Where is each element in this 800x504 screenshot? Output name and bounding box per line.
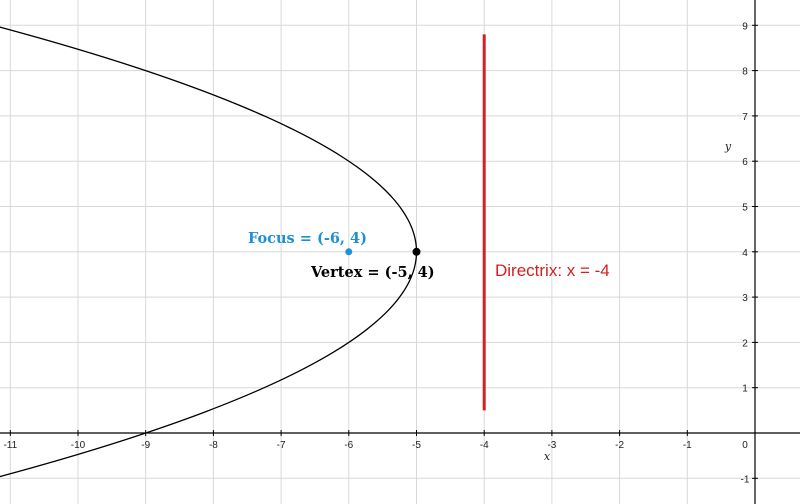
parabola-curve bbox=[0, 7, 417, 487]
x-tick-label: -9 bbox=[141, 440, 151, 451]
x-tick-label: -6 bbox=[344, 440, 354, 451]
y-tick-label: 4 bbox=[742, 247, 748, 259]
x-tick-label: 0 bbox=[742, 440, 748, 451]
x-tick-label: -1 bbox=[682, 440, 692, 451]
y-tick-label: 6 bbox=[742, 157, 748, 169]
y-tick-label: -1 bbox=[740, 474, 750, 486]
vertex-label: Vertex = (-5, 4) bbox=[311, 264, 435, 281]
x-tick-label: -2 bbox=[615, 440, 625, 451]
x-tick-label: -7 bbox=[276, 440, 286, 451]
x-tick-label: -11 bbox=[3, 440, 18, 451]
x-tick-label: -5 bbox=[412, 440, 421, 451]
y-axis-label: y bbox=[724, 140, 732, 153]
y-tick-label: 7 bbox=[742, 111, 748, 123]
directrix-label: Directrix: x = -4 bbox=[495, 261, 610, 280]
x-tick-label: -4 bbox=[479, 440, 489, 451]
y-tick-label: 2 bbox=[742, 338, 748, 350]
focus-point bbox=[345, 248, 352, 255]
x-tick-label: -3 bbox=[547, 440, 557, 451]
y-tick-label: 1 bbox=[742, 383, 748, 395]
y-tick-label: 9 bbox=[742, 21, 748, 33]
focus-label: Focus = (-6, 4) bbox=[248, 230, 367, 247]
x-tick-label: -10 bbox=[70, 440, 86, 451]
y-tick-label: 3 bbox=[742, 293, 748, 305]
vertex-point bbox=[413, 248, 421, 256]
y-tick-label: 5 bbox=[742, 202, 748, 214]
x-axis-label: x bbox=[543, 450, 551, 463]
y-tick-label: 8 bbox=[742, 66, 748, 78]
tick-labels bbox=[3, 21, 749, 485]
x-tick-label: -8 bbox=[208, 440, 218, 451]
